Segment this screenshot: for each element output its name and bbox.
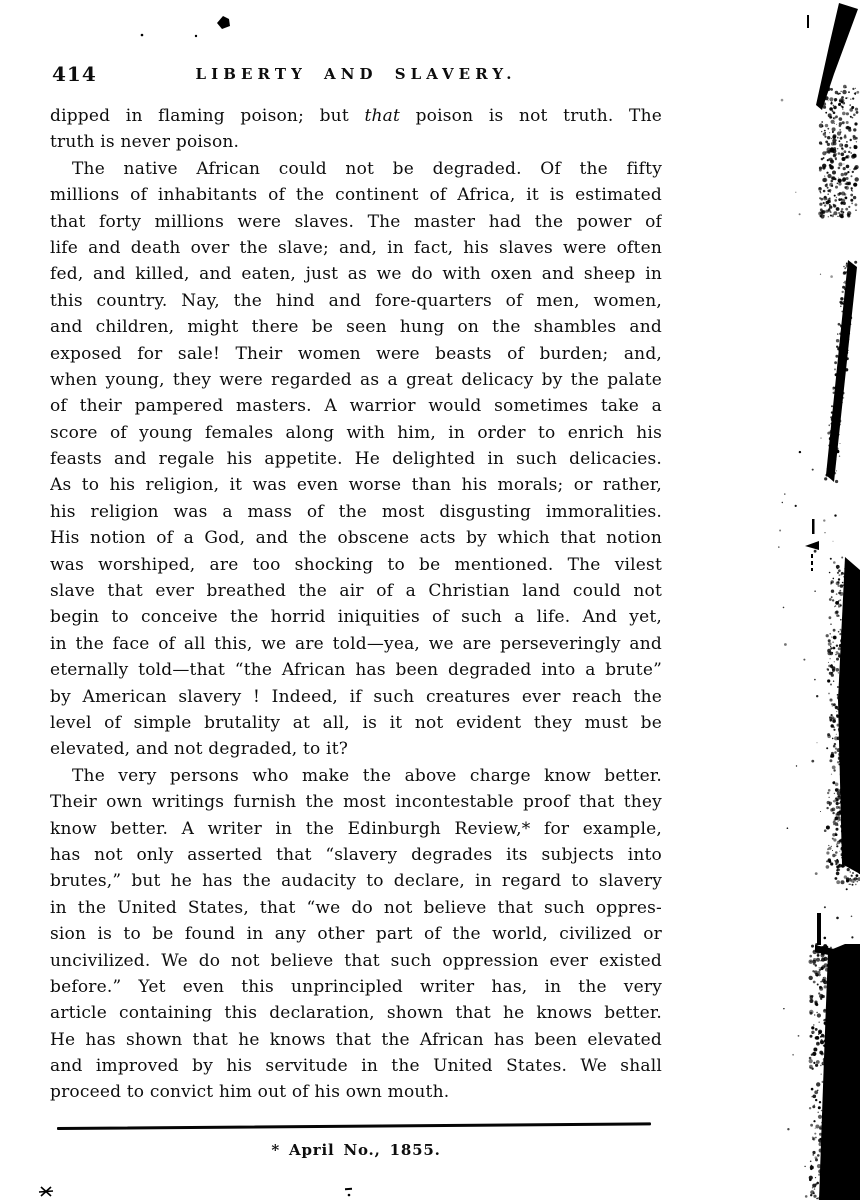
- text-line: his religion was a mass of the most disgusting immoralities.: [50, 501, 662, 522]
- footnote-divider: [57, 1122, 651, 1129]
- text-line: know better. A writer in the Edinburgh Review,* for example,: [50, 818, 662, 839]
- text-line: The very persons who make the above charge know better.: [72, 765, 662, 786]
- scan-mark-stem-lower: [811, 554, 813, 558]
- text-line: His notion of a God, and the obscene acts by which that notion: [50, 528, 662, 549]
- text-line: article containing this declaration, shown that he knows better.: [50, 1003, 662, 1024]
- text-line: proceed to convict him out of his own mouth.: [50, 1082, 450, 1103]
- text-line: life and death over the slave; and, in fact, his slaves were often: [50, 237, 662, 258]
- paragraph: [50, 103, 662, 156]
- text-line: by American slavery ! Indeed, if such creatures ever reach the: [50, 686, 662, 707]
- page-number: 414: [52, 62, 97, 86]
- scan-blob-top-center: [217, 16, 230, 29]
- scan-mark-dot: [348, 1194, 351, 1197]
- text-line: of their pampered masters. A warrior would sometimes take a: [50, 396, 662, 417]
- page-header: [50, 60, 662, 88]
- text-line: before.” Yet even this unprincipled writer has, in the very: [50, 976, 662, 997]
- footnote: * April No., 1855.: [271, 1141, 441, 1159]
- text-line: score of young females along with him, in order to enrich his: [50, 422, 662, 443]
- scan-mark-stem-lower: [811, 561, 813, 565]
- text-line: exposed for sale! Their women were beasts of burden; and,: [50, 343, 662, 364]
- paragraph: [50, 763, 662, 1106]
- text-line: truth is never poison.: [50, 132, 240, 153]
- scan-mark-hook-stem: [817, 913, 821, 945]
- text-line: and improved by his servitude in the United States. We shall: [50, 1056, 662, 1077]
- text-line: this country. Nay, the hind and fore-quarters of men, women,: [50, 290, 662, 311]
- text-line: feasts and regale his appetite. He delighted in such delicacies.: [50, 449, 662, 470]
- page-text: [50, 103, 662, 1106]
- scan-speckles: [778, 60, 860, 1200]
- text-line: uncivilized. We do not believe that such oppression ever existed: [50, 950, 662, 971]
- text-line: in the face of all this, we are told—yea, we are perseveringly and: [50, 633, 662, 654]
- running-title: LIBERTY AND SLAVERY.: [195, 65, 517, 83]
- text-line: As to his religion, it was even worse than his morals; or rather,: [50, 475, 662, 496]
- text-line: elevated, and not degraded, to it?: [50, 739, 349, 760]
- text-line: fed, and killed, and eaten, just as we do with oxen and sheep in: [50, 264, 662, 285]
- text-line: The native African could not be degraded. Of the fifty: [72, 158, 662, 179]
- text-line: slave that ever breathed the air of a Christian land could not: [50, 581, 662, 602]
- scan-smudge-top-right: [816, 3, 858, 110]
- scan-mark-stem-lower: [811, 568, 813, 571]
- text-line: begin to conceive the horrid iniquities of such a life. And yet,: [50, 607, 662, 628]
- text-line: sion is to be found in any other part of the world, civilized or: [50, 924, 662, 945]
- text-line: Their own writings furnish the most incontestable proof that they: [50, 792, 662, 813]
- scan-mark-hook: [815, 945, 834, 956]
- text-line: when young, they were regarded as a great delicacy by the palate: [50, 369, 662, 390]
- text-line: dipped in flaming poison; but that poison is not truth. The: [50, 106, 662, 126]
- scan-mark-dash: [345, 1188, 352, 1190]
- text-line: He has shown that he knows that the African has been elevated: [50, 1029, 662, 1050]
- text-line: brutes,” but he has the audacity to declare, in regard to slavery: [50, 871, 662, 892]
- scan-dot: [141, 34, 144, 37]
- scan-mark-asterisk: [39, 1187, 53, 1196]
- text-line: was worshiped, are too shocking to be mentioned. The vilest: [50, 554, 662, 575]
- scan-band-right-upper: [838, 557, 860, 874]
- text-line: level of simple brutality at all, is it not evident they must be: [50, 712, 662, 733]
- scan-streak-right: [826, 260, 857, 482]
- scan-dot: [195, 35, 197, 37]
- paragraph: [50, 156, 662, 763]
- text-line: millions of inhabitants of the continent of Africa, it is estimated: [50, 185, 662, 206]
- text-line: has not only asserted that “slavery degrades its subjects into: [50, 844, 662, 865]
- text-line: that forty millions were slaves. The master had the power of: [50, 211, 662, 232]
- scan-band-right-lower: [819, 944, 860, 1200]
- text-line: in the United States, that “we do not believe that such oppres-: [50, 897, 662, 918]
- scan-mark-stem-upper: [812, 519, 815, 534]
- text-line: eternally told—that “the African has been degraded into a brute”: [50, 660, 662, 681]
- scan-tick-top: [807, 15, 809, 28]
- text-line: and children, might there be seen hung on the shambles and: [50, 317, 662, 338]
- scan-mark-flag: [805, 541, 819, 550]
